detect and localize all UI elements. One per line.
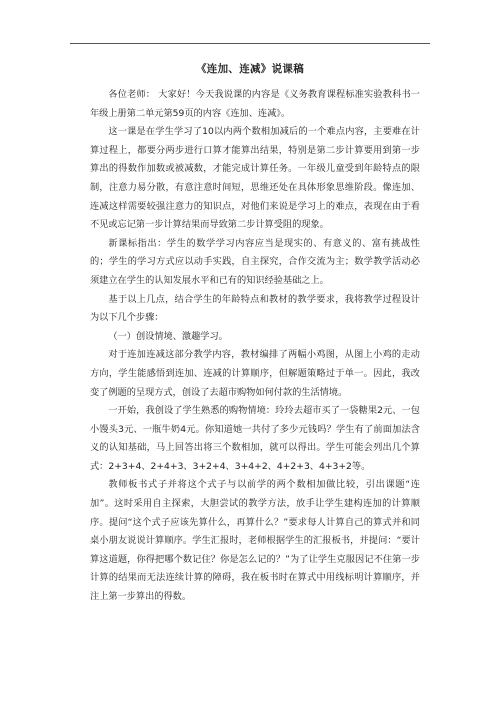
paragraph: 对于连加连减这部分教学内容，教材编排了两幅小鸡图，从图上小鸡的走动方向，学生能感悟到连加、连减的计算顺序，但解题策略过于单一。因此，我改变了例题的呈现方式，创设了去超市购物如何付款的生活情境。 bbox=[90, 349, 420, 398]
paragraph: 新课标指出：学生的数学学习内容应当是现实的、有意义的、富有挑战性的；学生的学习方式应以动手实践，自主探究，合作交流为主；数学教学活动必须建立在学生的认知发展水平和已有的知识经验基础之上。 bbox=[90, 237, 420, 286]
document-title: 《连加、连减》说课稿 bbox=[196, 63, 304, 75]
header-rule bbox=[70, 43, 430, 44]
paragraph: 这一课是在学生学习了10以内两个数相加减后的一个难点内容，主要难在计算过程上，都要分两步进行口算才能算出结果，特别是第二步计算要用到第一步算出的得数作加数或被减数，才能完成计算任务。一年级儿童受到年龄特点的限制，注意力易分散，有意注意时间短，思维还处在具体形象思维阶段。像连加、连减这样需要较强注意力的知识点，对他们来说是学习上的难点，表现在由于看不见或忘记第一步计算结果而导致第二步计算受阻的现象。 bbox=[90, 126, 420, 231]
document-body bbox=[90, 86, 420, 607]
paragraph: （一）创设情境、激趣学习。 bbox=[108, 330, 228, 342]
paragraph: 基于以上几点，结合学生的年龄特点和教材的教学要求，我将教学过程设计为以下几个步骤： bbox=[90, 293, 420, 324]
paragraph: 教师板书式子并将这个式子与以前学的两个数相加做比较，引出课题“连加”。这时采用自主探索，大胆尝试的教学方法，放手让学生建构连加的计算顺序。提问“这个式子应该先算什么，再算什么？”要求每人计算自己的算式并和同桌小朋友说说计算顺序。学生汇报时，老师根据学生的汇报板书，并提问：“要计算这道题，你得把哪个数记住？你是怎么记的？”为了让学生克服因记不住第一步计算的结果而无法连续计算的障碍，我在板书时在算式中用线标明计算顺序，并注上第一步算出的得数。 bbox=[90, 479, 420, 603]
paragraph: 各位老师： 大家好！今天我说课的内容是《义务教育课程标准实验教科书一年级上册第二单元第59页的内容《连加、连减》。 bbox=[90, 89, 420, 119]
paragraph: 一开始，我创设了学生熟悉的购物情境：玲玲去超市买了一袋糖果2元、一包小馒头3元、一瓶牛奶4元。你知道她一共付了多少元钱吗？学生有了前面加法含义的认知基础，马上回答出将三个数相加，就可以得出。学生可能会列出几个算式：2+3+4、2+4+3、3+2+4、3+4+2、4+2+3、4+3+2等。 bbox=[90, 405, 420, 472]
